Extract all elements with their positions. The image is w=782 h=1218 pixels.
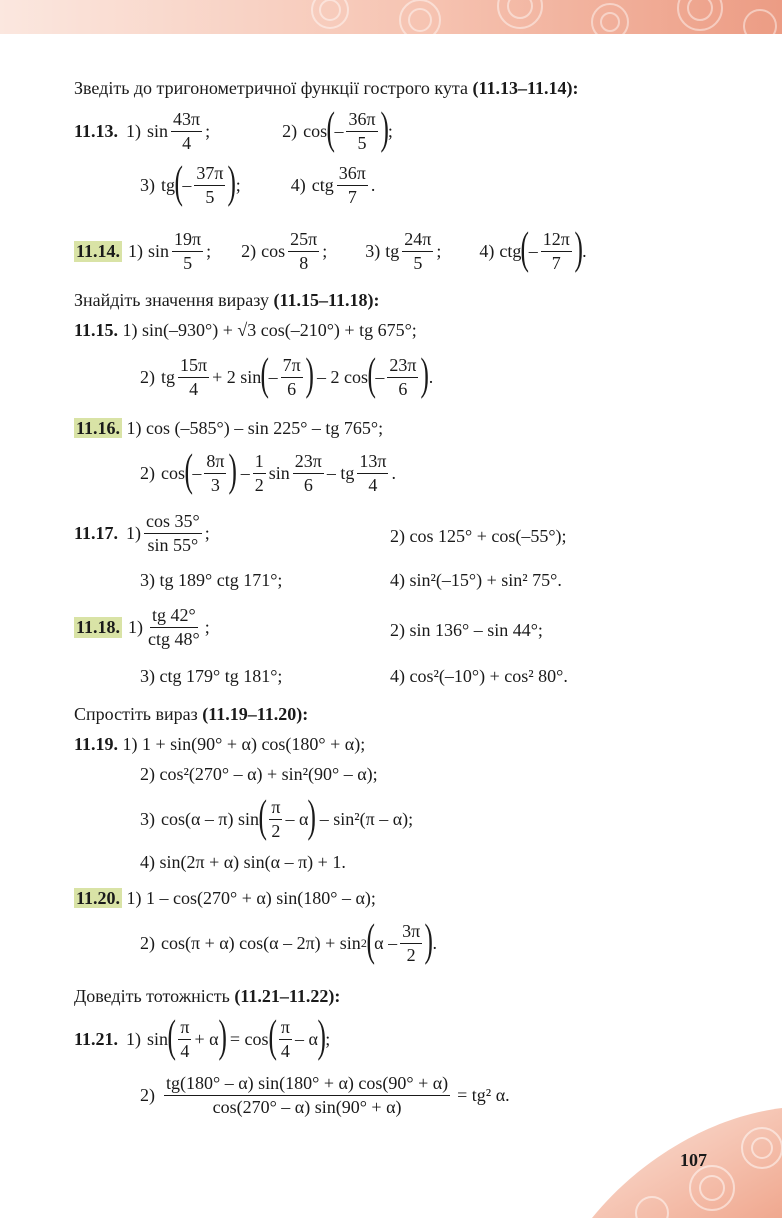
func-name: sin — [147, 120, 169, 141]
swirl-pattern-icon — [0, 0, 782, 34]
problem-11-17-2: 2) cos 125° + cos(–55°); — [390, 526, 567, 546]
page-number: 107 — [680, 1150, 707, 1170]
problem-11-18: 11.18. 1) $\frac{tg 42^\circ}{\text{ctg 48°}}$ ; — [76, 605, 210, 649]
problem-11-20: 11.20. 1) 1 – cos(270° + α) sin(180° – α); — [76, 888, 376, 908]
problem-11-21-2: 2) $\frac{tg(180^\circ - \alpha) \sin(180^\circ + \alpha) \cos(90^\circ + \alpha)}{\cos(270^\circ - \alpha) \sin(90^\circ + \alpha)}$ = tg² α. — [140, 1073, 510, 1117]
problem-11-14: 11.14. 1) sin $\frac{19\pi}{5}$ ; 2) cos $\frac{25\pi}{8}$ ; 3) tg $\frac{24\pi}{5}$ ; 4) ctg ( – $\frac{12\pi}{7}$ ) . — [76, 222, 587, 273]
problem-11-15-row2: 2) tg $\frac{15\pi}{4}$ + 2 sin ( – $\frac{7\pi}{6}$ ) – 2 cos ( – $\frac{23\pi}{6}$ ) . — [140, 348, 434, 399]
problem-number-highlighted: 11.18. — [76, 616, 121, 637]
problem-number-highlighted: 11.16. — [76, 418, 121, 438]
instruction-simplify: Спростіть вираз (11.19–11.20): — [74, 704, 309, 724]
item-label: 2) — [282, 120, 298, 141]
fraction: $\frac{43\pi}{4}$ — [173, 108, 201, 153]
fraction: $\frac{37\pi}{5}$ — [196, 162, 224, 207]
problem-11-15: 11.15. 1) sin(–930°) + √3 cos(–210°) + tg 675°; — [74, 320, 417, 340]
problem-11-17: 11.17. 1) $\frac{\cos 35^\circ}{\sin 55^\circ}$ ; — [74, 511, 210, 555]
fraction: $\frac{36\pi}{5}$ — [348, 108, 376, 153]
problem-11-13-row2: 3) tg ( – $\frac{37\pi}{5}$ ) ; 4) ctg $\frac{36\pi}{7}$ . — [140, 156, 376, 207]
problem-11-19-2: 2) cos²(270° – α) + sin²(90° – α); — [140, 764, 378, 784]
problem-11-17-4: 4) sin²(–15°) + sin² 75°. — [390, 570, 562, 590]
fraction: $\frac{36\pi}{7}$ — [338, 162, 366, 207]
problem-11-18-3: 3) ctg 179° tg 181°; — [140, 666, 283, 686]
problem-11-19-4: 4) sin(2π + α) sin(α – π) + 1. — [140, 852, 346, 872]
problem-11-19-3: 3) cos(α – π) sin ( $\frac{\pi}{2}$ – α ) – sin²(π – α); — [140, 790, 414, 841]
problem-11-16-row2: 2) cos ( – $\frac{8\pi}{3}$ ) – $\frac{1}{2}$ sin $\frac{23\pi}{6}$ – tg $\frac{13\pi}{4}$ . — [140, 444, 396, 495]
problem-11-21: 11.21. 1) sin ( $\frac{\pi}{4}$ + α ) = cos ( $\frac{\pi}{4}$ – α ) ; — [74, 1010, 331, 1061]
instruction-range: (11.13–11.14): — [472, 78, 579, 98]
problem-11-19: 11.19. 1) 1 + sin(90° + α) cos(180° + α); — [74, 734, 366, 754]
func-name: cos — [303, 120, 328, 141]
problem-11-18-2: 2) sin 136° – sin 44°; — [390, 620, 543, 640]
decorative-header-band — [0, 0, 782, 34]
problem-number-highlighted: 11.14. — [76, 240, 121, 261]
instruction-reduce — [74, 78, 578, 99]
problem-11-20-2: 2) cos(π + α) cos(α – 2π) + sin 2 ( α – $\frac{3\pi}{2}$ ) . — [140, 914, 437, 965]
problem-11-17-3: 3) tg 189° ctg 171°; — [140, 570, 283, 590]
problem-number: 11.13. — [74, 120, 119, 141]
problem-11-13: 11.13. 1) sin $\frac{43\pi}{4}$ ; 2) cos ( – $\frac{36\pi}{5}$ ) ; — [74, 102, 393, 153]
problem-number-highlighted: 11.20. — [76, 888, 121, 908]
item-label: 1) — [126, 120, 142, 141]
instruction-text: Зведіть до тригонометричної функції гострого кута — [74, 78, 468, 98]
problem-11-18-4: 4) cos²(–10°) + cos² 80°. — [390, 666, 568, 686]
instruction-evaluate: Знайдіть значення виразу (11.15–11.18): — [74, 290, 380, 310]
problem-11-16: 11.16. 1) cos (–585°) – sin 225° – tg 765°; — [76, 418, 384, 438]
instruction-prove: Доведіть тотожність (11.21–11.22): — [74, 986, 341, 1006]
